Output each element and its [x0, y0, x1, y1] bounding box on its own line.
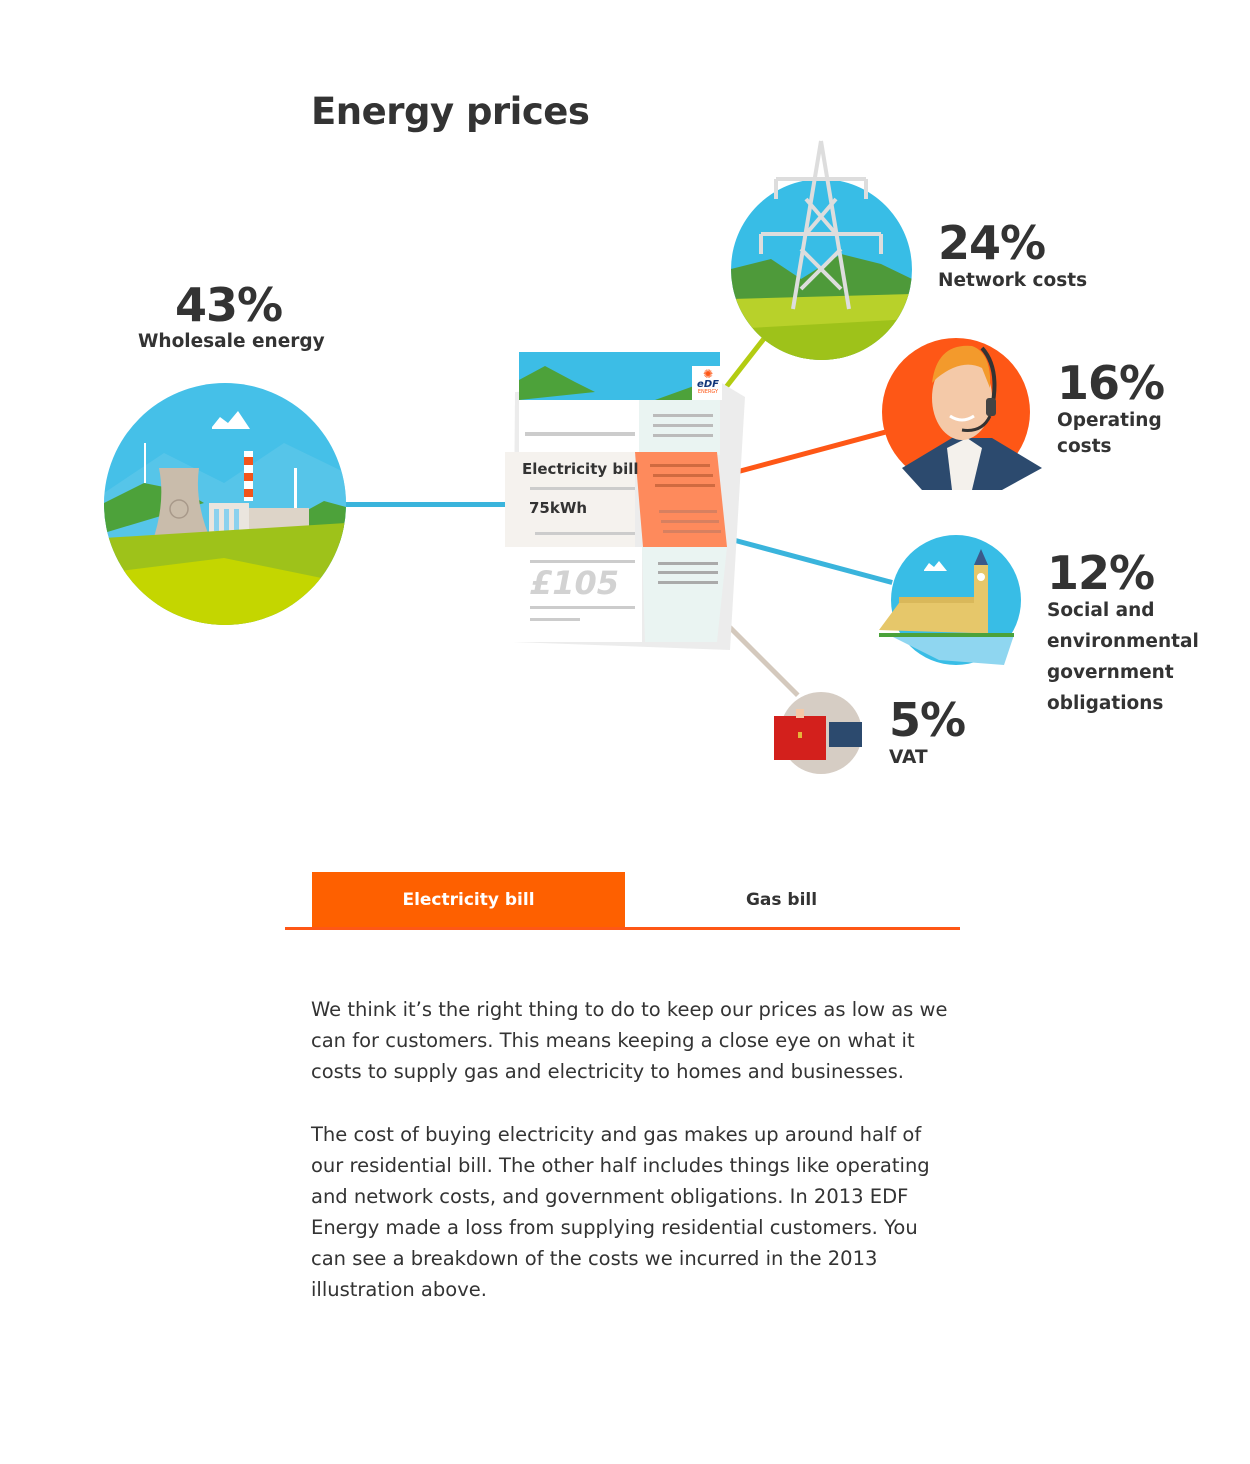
- tab-underline: [285, 927, 960, 930]
- connector-social: [727, 536, 893, 585]
- wholesale-label: Wholesale energy: [138, 331, 325, 352]
- power-plant-illustration: [104, 383, 346, 625]
- vat-percent: 5%: [889, 693, 966, 747]
- operating-label-line-2: costs: [1057, 436, 1112, 457]
- vat-label: VAT: [889, 747, 928, 768]
- wholesale-percent: 43%: [175, 278, 283, 332]
- operating-percent: 16%: [1057, 356, 1165, 410]
- bill-usage: 75kWh: [529, 499, 588, 517]
- bill-amount: £105: [530, 564, 620, 602]
- cost-explanation-paragraph: The cost of buying electricity and gas makes up around half of our residential bill. The other half includes things like operating and network costs, and government obligations. In 2013 EDF Energy made a loss from supplying residential customers. You can see a breakdown of the costs we incurred in the 2013 illustration above.: [311, 1123, 930, 1301]
- red-box-illustration: [780, 692, 862, 774]
- call-centre-agent-illustration: [882, 338, 1030, 486]
- connector-wholesale: [345, 502, 520, 507]
- big-ben-icon: [879, 535, 1024, 675]
- bill-type-tabs: [285, 872, 960, 930]
- tab-gas-bill[interactable]: Gas bill: [625, 872, 938, 927]
- bill-title: Electricity bill: [522, 460, 639, 478]
- pylon-icon: [731, 139, 912, 339]
- network-percent: 24%: [938, 216, 1046, 270]
- tab-electricity-bill[interactable]: Electricity bill: [312, 872, 625, 927]
- social-label-line-3: government: [1047, 662, 1174, 683]
- social-label-line-1: Social and: [1047, 600, 1155, 621]
- operating-label-line-1: Operating: [1057, 410, 1162, 431]
- electricity-bill-illustration: [505, 352, 750, 657]
- power-plant-icon: [104, 383, 346, 625]
- social-label-line-4: obligations: [1047, 693, 1164, 714]
- parliament-illustration: [891, 535, 1021, 665]
- social-percent: 12%: [1047, 546, 1155, 600]
- network-label: Network costs: [938, 270, 1088, 291]
- social-label-line-2: environmental: [1047, 631, 1199, 652]
- page-title: Energy prices: [311, 90, 590, 133]
- edf-logo: ✺ eDF ENERGY: [695, 368, 721, 395]
- briefcase-icon: [774, 692, 864, 774]
- edf-sun-icon: ✺: [702, 367, 714, 381]
- agent-icon: [882, 328, 1052, 493]
- intro-paragraph: We think it’s the right thing to do to keep our prices as low as we can for customers. This means keeping a close eye on what it costs to supply gas and electricity to homes and businesses.: [311, 998, 948, 1083]
